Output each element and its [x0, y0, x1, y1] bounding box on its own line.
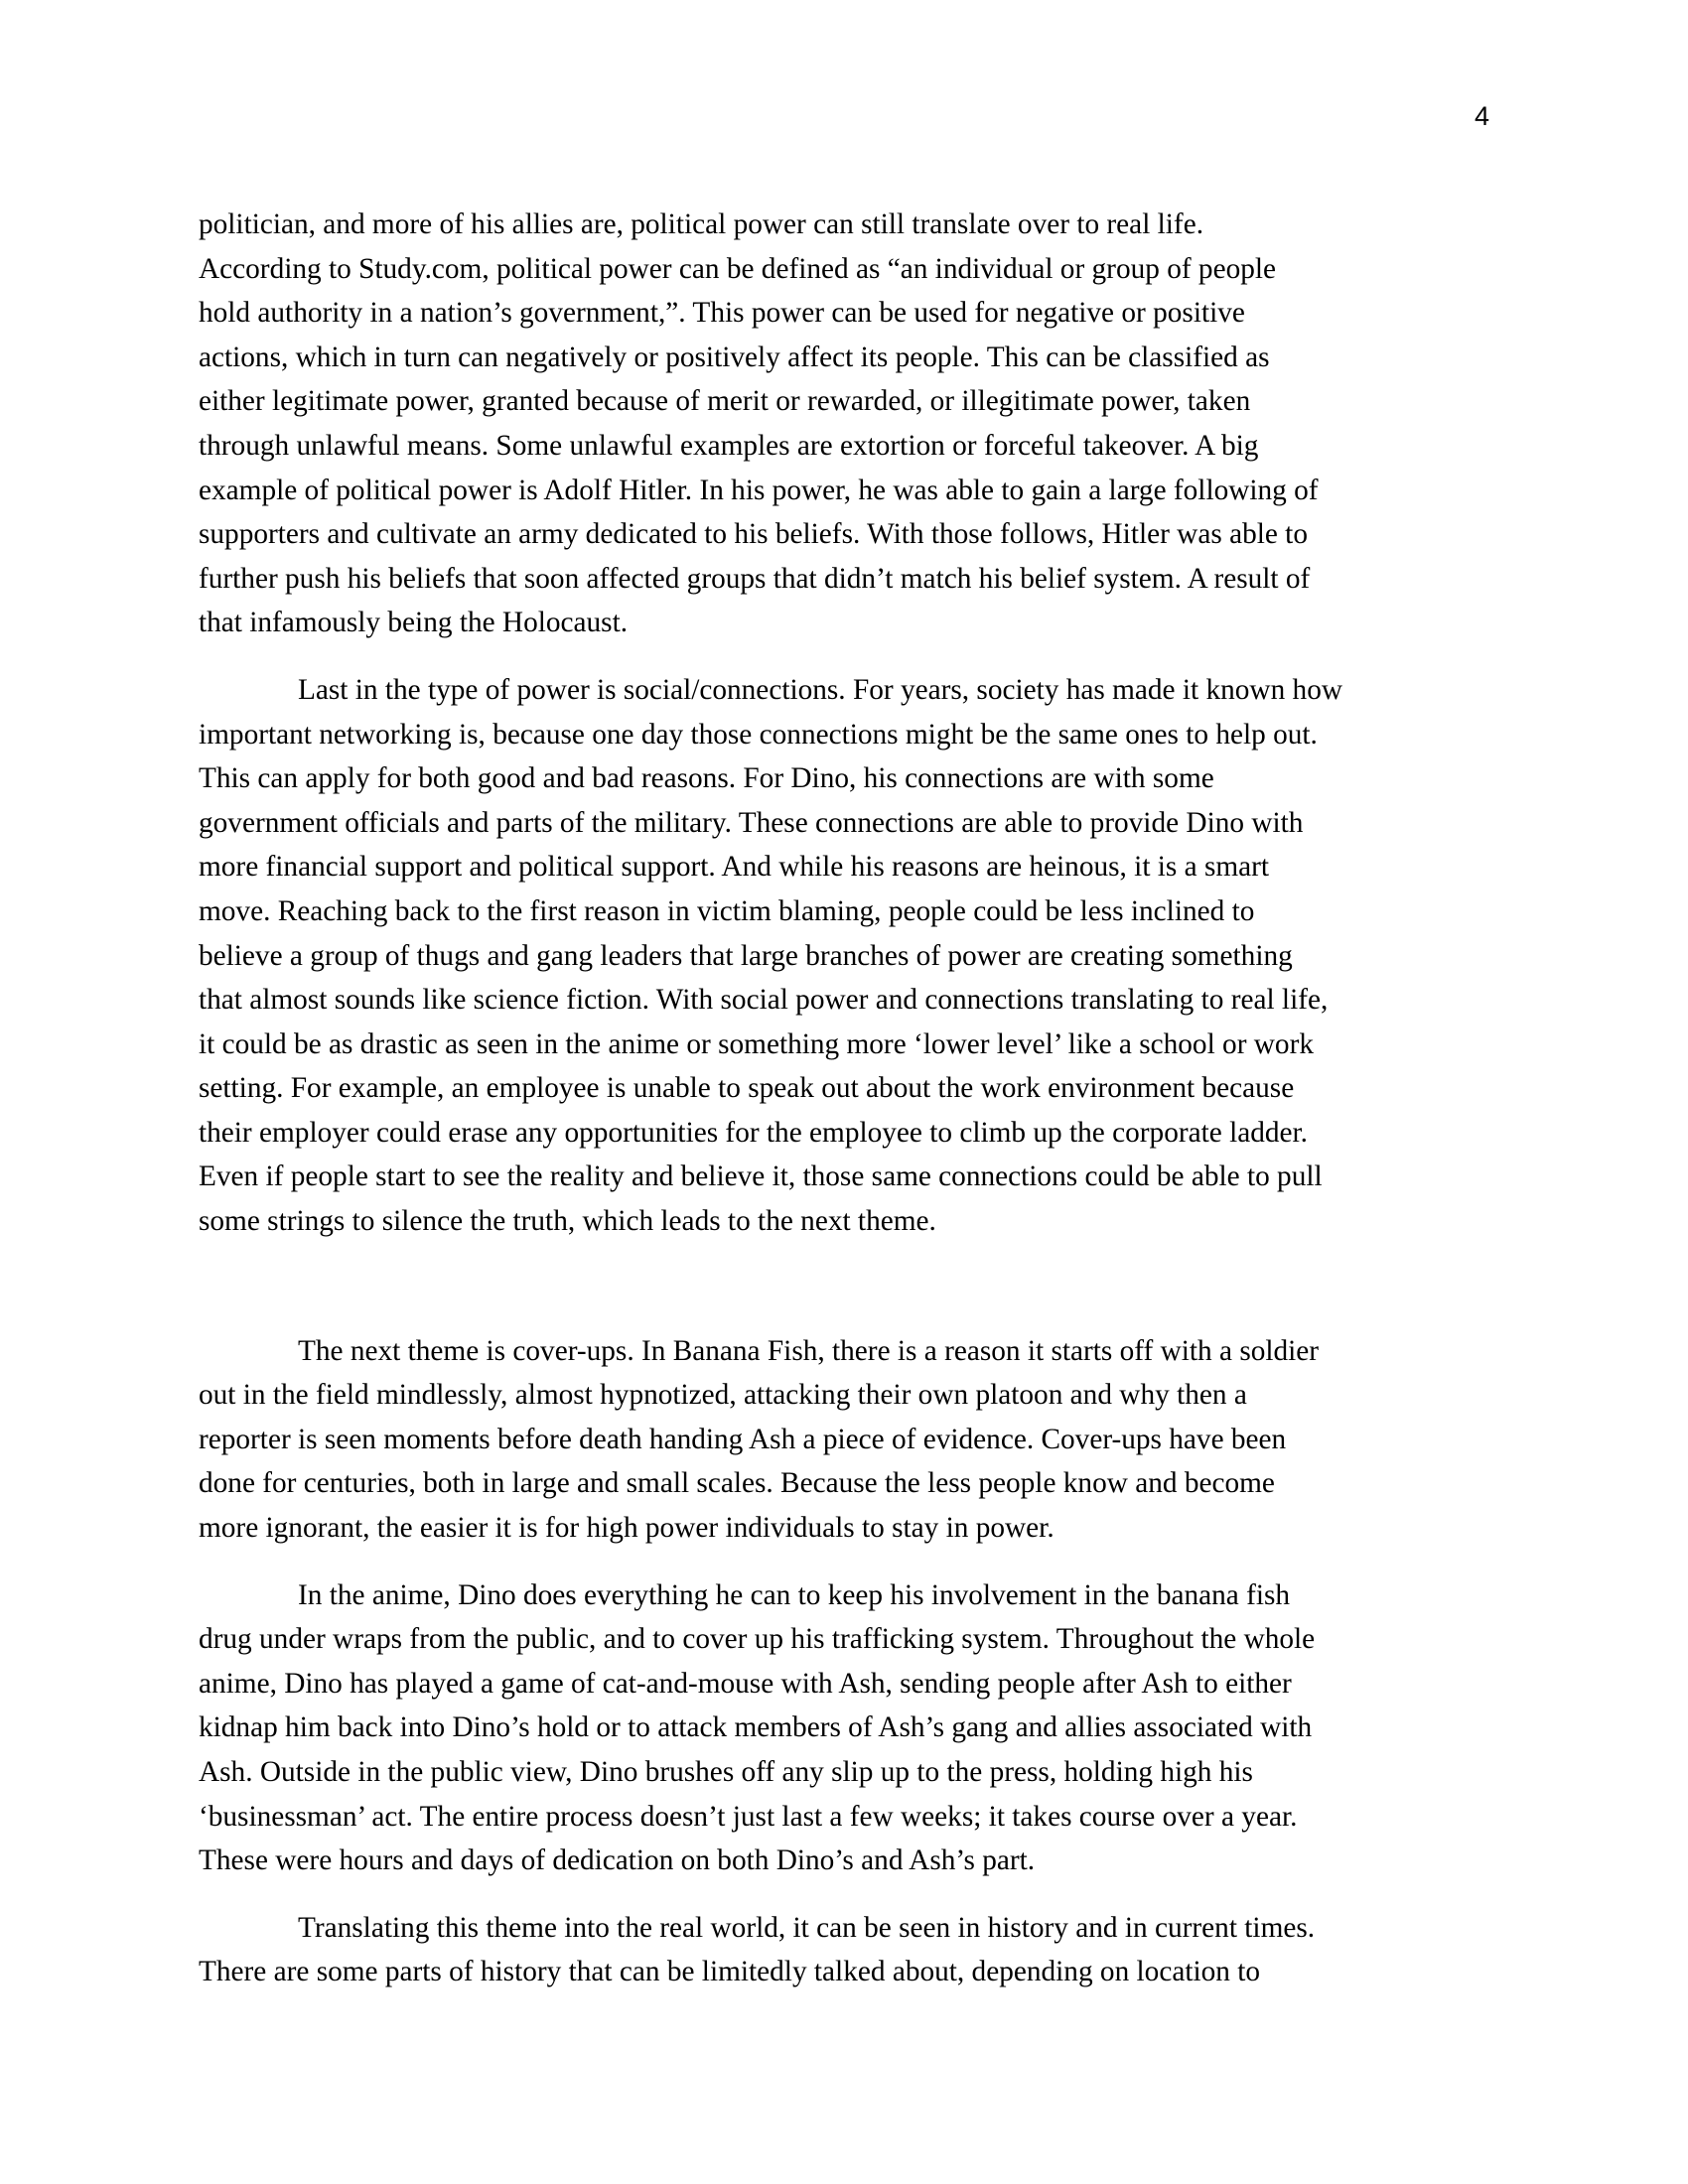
- text-line: some strings to silence the truth, which leads to the next theme.: [199, 1205, 936, 1238]
- paragraph-anime-dino: [199, 1573, 1489, 1883]
- text-line: kidnap him back into Dino’s hold or to attack members of Ash’s gang and allies associated with: [199, 1711, 1313, 1744]
- text-line: According to Study.com, political power can be defined as “an individual or group of people: [199, 252, 1277, 285]
- text-line: Ash. Outside in the public view, Dino brushes off any slip up to the press, holding high his: [199, 1756, 1253, 1788]
- text-line: example of political power is Adolf Hitler. In his power, he was able to gain a large following of: [199, 474, 1319, 506]
- text-line: further push his beliefs that soon affected groups that didn’t match his belief system. A result of: [199, 562, 1311, 595]
- text-line: reporter is seen moments before death handing Ash a piece of evidence. Cover-ups have been: [199, 1423, 1287, 1455]
- text-line: setting. For example, an employee is unable to speak out about the work environment because: [199, 1072, 1295, 1105]
- paragraph-political-power: [199, 203, 1489, 645]
- paragraph-real-world: [199, 1906, 1489, 1994]
- page-number: 4: [1474, 101, 1489, 131]
- text-line: supporters and cultivate an army dedicated to his beliefs. With those follows, Hitler was able to: [199, 518, 1308, 551]
- text-line: that almost sounds like science fiction. With social power and connections translating to real life,: [199, 984, 1329, 1017]
- text-line: Even if people start to see the reality and believe it, those same connections could be able to pull: [199, 1160, 1323, 1193]
- text-line: government officials and parts of the military. These connections are able to provide Dino with: [199, 806, 1304, 839]
- text-line: their employer could erase any opportunities for the employee to climb up the corporate ladder.: [199, 1116, 1308, 1149]
- text-line: anime, Dino has played a game of cat-and-mouse with Ash, sending people after Ash to either: [199, 1667, 1292, 1700]
- paragraph-cover-ups: [199, 1329, 1489, 1551]
- text-line: drug under wraps from the public, and to cover up his trafficking system. Throughout the whole: [199, 1623, 1316, 1656]
- text-line: move. Reaching back to the first reason in victim blaming, people could be less inclined to: [199, 894, 1255, 927]
- text-line: These were hours and days of dedication on both Dino’s and Ash’s part.: [199, 1844, 1036, 1877]
- text-line: either legitimate power, granted because of merit or rewarded, or illegitimate power, taken: [199, 385, 1251, 418]
- text-line: believe a group of thugs and gang leaders that large branches of power are creating something: [199, 939, 1293, 972]
- text-line: Last in the type of power is social/connections. For years, society has made it known how: [298, 673, 1343, 706]
- text-line: ‘businessman’ act. The entire process doesn’t just last a few weeks; it takes course over a year.: [199, 1800, 1298, 1833]
- text-line: more ignorant, the easier it is for high power individuals to stay in power.: [199, 1512, 1055, 1545]
- text-line: more financial support and political support. And while his reasons are heinous, it is a smart: [199, 851, 1270, 884]
- text-line: Translating this theme into the real world, it can be seen in history and in current times.: [298, 1911, 1316, 1944]
- text-line: it could be as drastic as seen in the anime or something more ‘lower level’ like a school or work: [199, 1027, 1314, 1060]
- text-line: The next theme is cover-ups. In Banana Fish, there is a reason it starts off with a soldier: [298, 1334, 1320, 1367]
- text-line: through unlawful means. Some unlawful examples are extortion or forceful takeover. A big: [199, 429, 1259, 462]
- text-line: done for centuries, both in large and small scales. Because the less people know and become: [199, 1467, 1275, 1500]
- text-line: There are some parts of history that can be limitedly talked about, depending on location to: [199, 1956, 1261, 1988]
- paragraph-social-connections: [199, 668, 1489, 1244]
- text-line: actions, which in turn can negatively or positively affect its people. This can be classified as: [199, 341, 1270, 373]
- text-line: hold authority in a nation’s government,”. This power can be used for negative or positive: [199, 297, 1245, 330]
- text-line: This can apply for both good and bad reasons. For Dino, his connections are with some: [199, 762, 1214, 795]
- text-line: out in the field mindlessly, almost hypnotized, attacking their own platoon and why then a: [199, 1379, 1247, 1412]
- text-line: that infamously being the Holocaust.: [199, 607, 629, 639]
- text-line: important networking is, because one day those connections might be the same ones to help out.: [199, 718, 1318, 751]
- document-body: [199, 203, 1489, 1994]
- text-line: politician, and more of his allies are, political power can still translate over to real life.: [199, 208, 1204, 240]
- text-line: In the anime, Dino does everything he can to keep his involvement in the banana fish: [298, 1578, 1291, 1611]
